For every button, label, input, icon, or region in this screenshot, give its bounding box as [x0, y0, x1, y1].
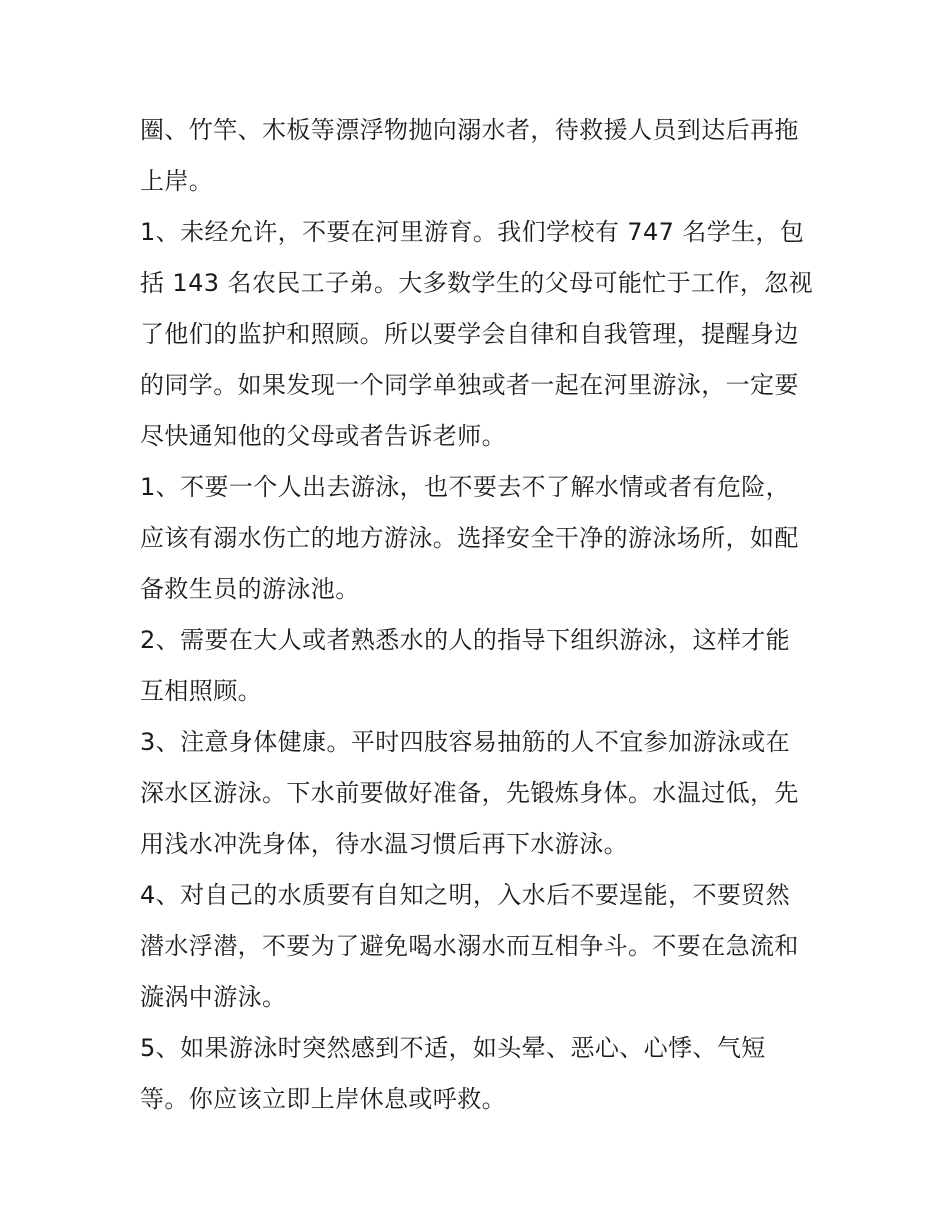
text-line: 尽快通知他的父母或者告诉老师。 [140, 422, 506, 450]
text-line: 圈、竹竿、木板等漂浮物抛向溺水者，待救援人员到达后再拖 [140, 116, 799, 144]
text-line: 的同学。如果发现一个同学单独或者一起在河里游泳，一定要 [140, 371, 799, 399]
text-line: 2、需要在大人或者熟悉水的人的指导下组织游泳，这样才能 [140, 626, 791, 654]
text-line: 了他们的监护和照顾。所以要学会自律和自我管理，提醒身边 [140, 320, 799, 348]
text-line: 深水区游泳。下水前要做好准备，先锻炼身体。水温过低，先 [140, 779, 799, 807]
document-body [140, 105, 820, 1125]
text-line: 括 143 名农民工子弟。大多数学生的父母可能忙于工作，忽视 [140, 269, 814, 297]
text-line: 等。你应该立即上岸休息或呼救。 [140, 1085, 506, 1113]
text-line: 潜水浮潜，不要为了避免喝水溺水而互相争斗。不要在急流和 [140, 932, 799, 960]
text-line: 4、对自己的水质要有自知之明，入水后不要逞能，不要贸然 [140, 881, 791, 909]
text-line: 备救生员的游泳池。 [140, 575, 360, 603]
text-line: 互相照顾。 [140, 677, 262, 705]
text-line: 3、注意身体健康。平时四肢容易抽筋的人不宜参加游泳或在 [140, 728, 791, 756]
text-line: 漩涡中游泳。 [140, 983, 287, 1011]
text-line: 用浅水冲洗身体，待水温习惯后再下水游泳。 [140, 830, 628, 858]
text-line: 应该有溺水伤亡的地方游泳。选择安全干净的游泳场所，如配 [140, 524, 799, 552]
text-line: 5、如果游泳时突然感到不适，如头晕、恶心、心悸、气短 [140, 1034, 766, 1062]
text-line: 1、未经允许，不要在河里游育。我们学校有 747 名学生，包 [140, 218, 805, 246]
text-line: 上岸。 [140, 167, 214, 195]
text-line: 1、不要一个人出去游泳，也不要去不了解水情或者有危险， [140, 473, 791, 501]
